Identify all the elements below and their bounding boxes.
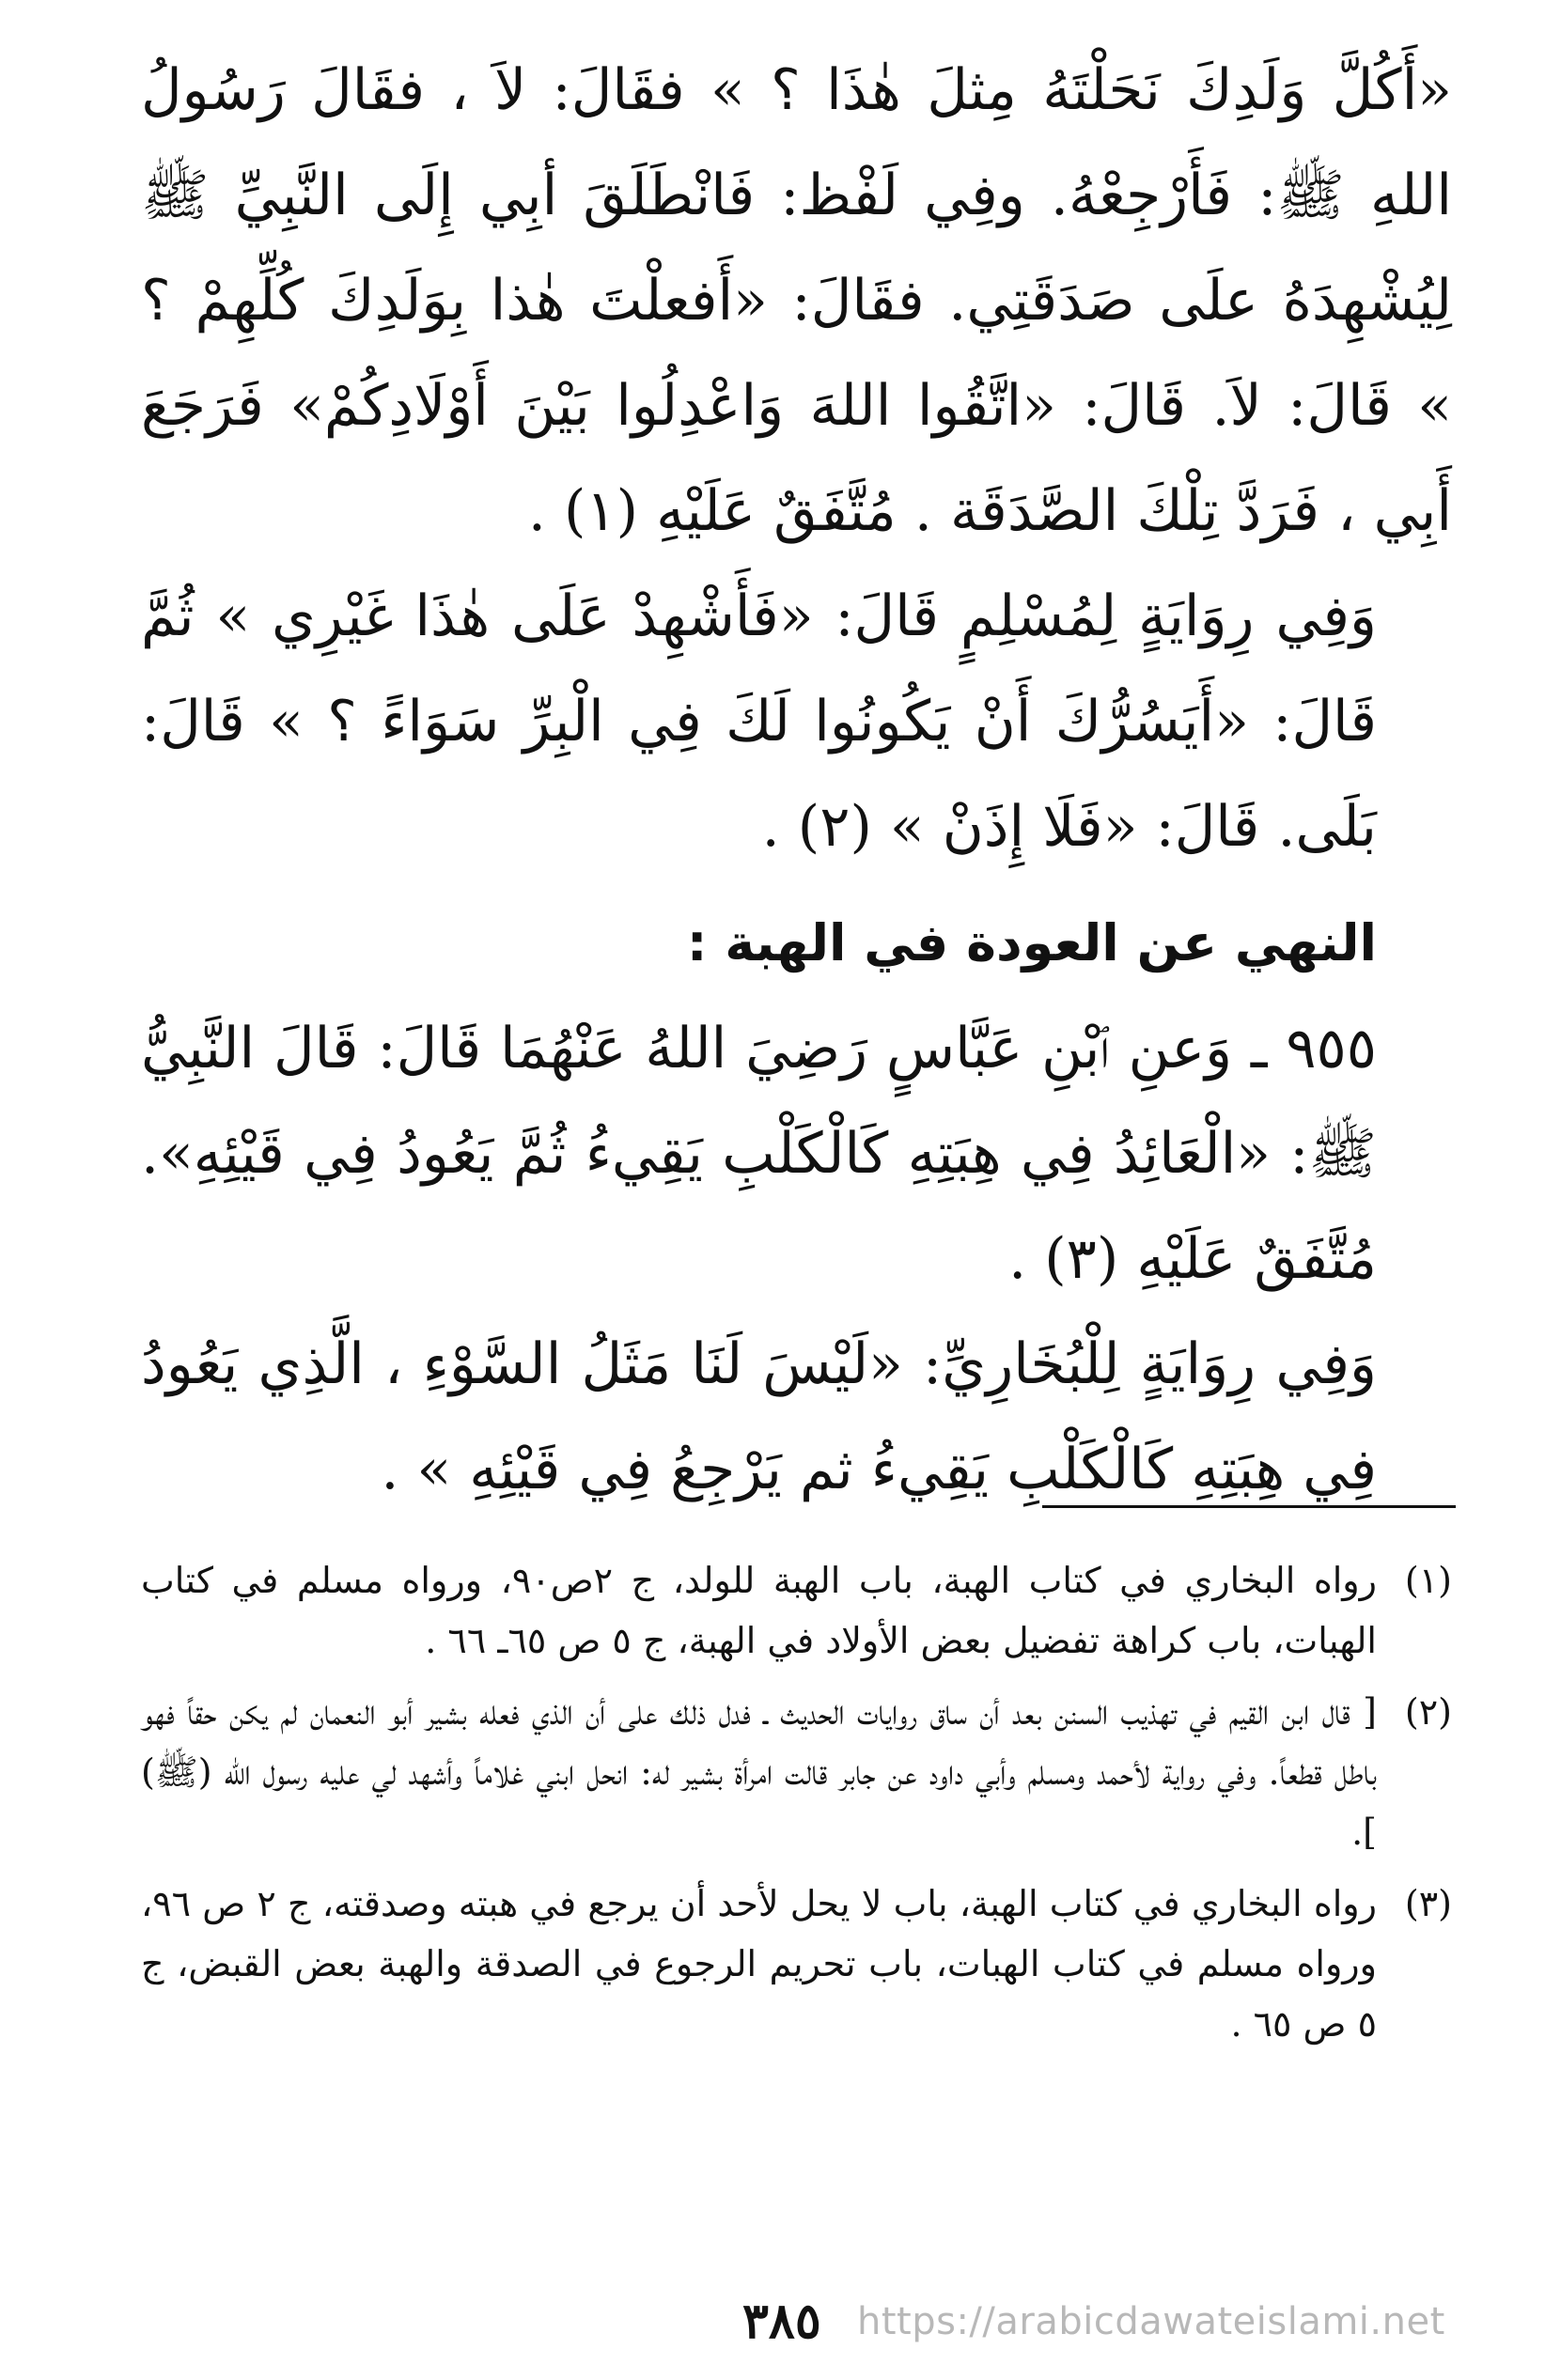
footnote-text: رواه البخاري في كتاب الهبة، باب لا يحل لأحد أن يرجع في هبته وصدقته، ج ٢ ص ٩٦، ورواه مسلم في كتاب الهبات، باب تحريم الرجوع في الصدقة والهبة بعض القبض، ج ٥ ص ٦٥ . (141, 1883, 1377, 2045)
footnote (141, 1874, 1452, 2054)
footnote-divider (1042, 1505, 1456, 1508)
footnote-text: رواه البخاري في كتاب الهبة، باب الهبة للولد، ج ٢ص٩٠، ورواه مسلم في كتاب الهبات، باب كراهة تفضيل بعض الأولاد في الهبة، ج ٥ ص ٦٥ـ ٦٦ . (141, 1560, 1377, 1661)
main-text-block (141, 38, 1452, 1522)
footnote-number: (٣) (1404, 1883, 1452, 1924)
footnote-number: (٢) (1404, 1691, 1452, 1733)
section-heading: النهي عن العودة في الهبة : (686, 913, 1377, 972)
paragraph-hadith-955: ٩٥٥ ـ وَعنِ ٱبْنِ عَبَّاسٍ رَضِيَ اللهُ عَنْهُمَا قَالَ: قَالَ النَّبِيُّ ﷺ: «الْعَائِدُ فِي هِبَتِهِ كَالْكَلْبِ يَقِيءُ ثُمَّ يَعُودُ فِي قَيْئِهِ». مُتَّفَقٌ عَلَيْهِ (٣) . (141, 1016, 1377, 1292)
hadith-block (141, 996, 1452, 1522)
paragraph-muslim-narration: وَفِي رِوَايَةٍ لِمُسْلِمٍ قَالَ: «فَأَشْهِدْ عَلَى هٰذَا غَيْرِي » ثُمَّ قَالَ: «أَيَسُرُّكَ أَنْ يَكُونُوا لَكَ فِي الْبِرِّ سَوَاءً ؟ » قَالَ: بَلَى. قَالَ: «فَلَا إِذَنْ » (٢) . (141, 583, 1377, 860)
footnote (141, 1682, 1452, 1862)
footnote-number: (١) (1404, 1560, 1452, 1601)
page-number: ٣٨٥ (742, 2293, 821, 2350)
footnotes-block (141, 1550, 1452, 2065)
footnote (141, 1550, 1452, 1671)
paragraph-bukhari-narration: وَفِي رِوَايَةٍ لِلْبُخَارِيِّ: «لَيْسَ لَنَا مَثَلُ السَّوْءِ ، الَّذِي يَعُودُ فِي هِبَتِهِ كَالْكَلْبِ يَقِيءُ ثم يَرْجِعُ فِي قَيْئِهِ » . (141, 1331, 1377, 1502)
watermark-url: https://arabicdawateislami.net (857, 2300, 1445, 2343)
paragraph-hadith-continuation: «أَكُلَّ وَلَدِكَ نَحَلْتَهُ مِثلَ هٰذَا ؟ » فقَالَ: لاَ ، فقَالَ رَسُولُ اللهِ ﷺ: فَأَرْجِعْهُ. وفِي لَفْظ: فَانْطَلَقَ أبِي إِلَى النَّبِيِّ ﷺ لِيُشْهِدَهُ علَى صَدَقَتِي. فقَالَ: «أَفعلْتَ هٰذا بِوَلَدِكَ كُلِّهِمْ ؟ » قَالَ: لاَ. قَالَ: «اتَّقُوا اللهَ وَاعْدِلُوا بَيْنَ أَوْلَادِكُمْ» فَرَجَعَ أَبِي ، فَرَدَّ تِلْكَ الصَّدَقَة . مُتَّفَقٌ عَلَيْهِ (١) . (141, 57, 1452, 544)
footnote-text: [ قال ابن القيم في تهذيب السنن بعد أن ساق روايات الحديث ـ فدل ذلك على أن الذي فعله بشير أبو النعمان لم يكن حقاً فهو باطل قطعاً. وفي رواية لأحمد ومسلم وأبي داود عن جابر قالت امرأة بشير له: انحل ابني غلاماً وأشهد لي عليه رسول الله (ﷺ) ]. (141, 1691, 1377, 1853)
